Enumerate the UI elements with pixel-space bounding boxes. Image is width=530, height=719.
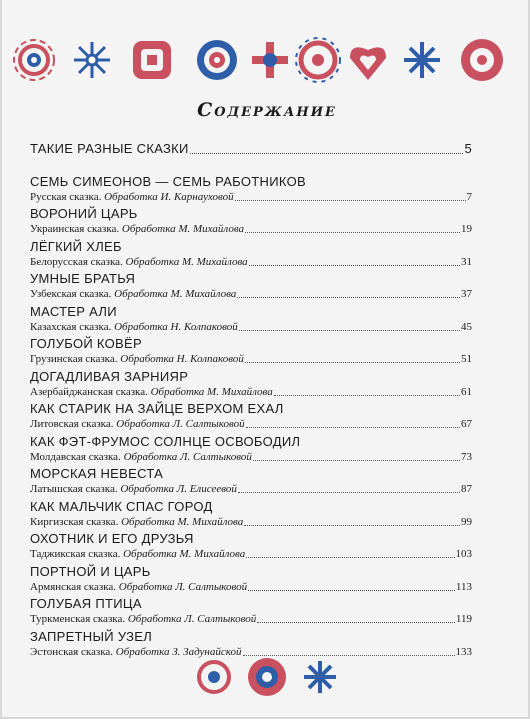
dot-leader [239, 320, 460, 331]
toc-entry-title: КАК МАЛЬЧИК СПАС ГОРОД [30, 498, 213, 514]
tale-adaptation: Обработка М. Михайлова [121, 515, 244, 528]
toc-entry-subtitle [30, 482, 472, 496]
toc-entry-title: ДОГАДЛИВАЯ ЗАРНИЯР [30, 368, 189, 384]
tale-origin: Белорусская сказка. [30, 255, 123, 268]
tale-origin: Армянская сказка. [30, 580, 117, 593]
tale-adaptation: Обработка З. Задунайской [115, 645, 242, 658]
toc-entry [30, 206, 472, 239]
tale-origin: Киргизская сказка. [30, 515, 119, 528]
toc-entry [30, 499, 472, 532]
tale-adaptation: Обработка Л. Салтыковой [123, 450, 252, 463]
toc-entry-heading [30, 466, 472, 482]
dot-leader [253, 450, 460, 461]
toc-entry-title: КАК ФЭТ-ФРУМОС СОЛНЦЕ ОСВОБОДИЛ [30, 433, 301, 449]
dot-leader [248, 580, 455, 591]
tale-adaptation: Обработка Л. Елисеевой [120, 483, 237, 495]
tale-origin: Узбекская сказка. [30, 288, 112, 300]
dot-leader [246, 547, 454, 558]
toc-entry-heading [30, 304, 472, 320]
toc-page-number: 61 [461, 385, 472, 398]
toc-entry-title: ОХОТНИК И ЕГО ДРУЗЬЯ [30, 531, 194, 546]
toc-page-number: 99 [461, 515, 472, 528]
toc-entry-subtitle [30, 190, 472, 204]
toc-entry-heading [30, 434, 472, 450]
toc-entry-heading [30, 629, 472, 645]
toc-entry-heading [30, 499, 472, 515]
toc-entry-heading [30, 531, 472, 547]
tale-origin: Азербайджанская сказка. [30, 385, 148, 398]
tale-origin: Эстонская сказка. [30, 645, 114, 658]
page-title: Содержание [197, 99, 337, 121]
toc-page-number: 7 [466, 190, 472, 203]
tale-adaptation: Обработка М. Михайлова [150, 385, 273, 398]
toc-entry-title: СЕМЬ СИМЕОНОВ — СЕМЬ РАБОТНИКОВ [30, 173, 306, 189]
tale-origin: Русская сказка. [30, 190, 102, 203]
toc-entry-subtitle [30, 417, 472, 431]
toc-entry-subtitle [30, 320, 472, 334]
toc-page-number: 133 [455, 645, 472, 658]
toc-entry-heading [30, 596, 472, 612]
folk-flower-ornament-top [12, 28, 520, 92]
toc-entry-heading [30, 369, 472, 385]
dot-leader [257, 612, 455, 623]
toc-entry-title: ТАКИЕ РАЗНЫЕ СКАЗКИ [30, 141, 189, 156]
toc-page-number: 19 [461, 223, 472, 235]
toc-entry-heading [30, 336, 472, 352]
tale-origin: Латышская сказка. [30, 483, 118, 495]
toc-entry-subtitle [30, 580, 472, 594]
tale-adaptation: Обработка Л. Салтыковой [116, 418, 245, 430]
toc-entry-subtitle [30, 222, 472, 236]
toc-entry-title: ГОЛУБОЙ КОВЁР [30, 336, 142, 351]
tale-origin: Казахская сказка. [30, 320, 112, 333]
toc-entry [30, 466, 472, 499]
toc-entry-title: ГОЛУБАЯ ПТИЦА [30, 596, 142, 611]
tale-adaptation: Обработка Л. Салтыковой [127, 613, 257, 625]
toc-entry-subtitle [30, 547, 472, 561]
toc-entry-subtitle [30, 255, 472, 269]
dot-leader [238, 482, 460, 493]
tale-adaptation: Обработка М. Михайлова [125, 255, 248, 268]
toc-entry [30, 141, 472, 174]
toc-entry [30, 336, 472, 369]
toc-page-number: 45 [461, 320, 472, 333]
toc-entry [30, 369, 472, 402]
toc-entry-title: УМНЫЕ БРАТЬЯ [30, 271, 136, 286]
dot-leader [190, 143, 464, 154]
toc-entry-subtitle [30, 352, 472, 366]
table-of-contents [30, 141, 472, 661]
dot-leader [245, 222, 460, 233]
toc-page-number: 87 [461, 483, 472, 495]
toc-entry-title: ЗАПРЕТНЫЙ УЗЕЛ [30, 628, 153, 644]
toc-entry-subtitle [30, 287, 472, 301]
tale-adaptation: Обработка Л. Салтыковой [118, 580, 248, 593]
tale-origin: Грузинская сказка. [30, 353, 118, 365]
toc-entry [30, 174, 472, 207]
toc-entry-subtitle [30, 612, 472, 626]
dot-leader [249, 255, 460, 266]
toc-entry [30, 401, 472, 434]
toc-entry-heading [30, 271, 472, 287]
dot-leader [245, 352, 460, 363]
toc-entry [30, 271, 472, 304]
dot-leader [274, 385, 460, 396]
toc-page-number: 113 [455, 580, 472, 593]
toc-page-number: 37 [461, 288, 472, 300]
toc-entry-subtitle [30, 385, 472, 399]
tale-adaptation: Обработка Н. Колпаковой [120, 353, 244, 365]
tale-adaptation: Обработка М. Михайлова [121, 223, 245, 235]
toc-entry [30, 531, 472, 564]
toc-entry [30, 239, 472, 272]
toc-entry-heading [30, 174, 472, 190]
toc-entry [30, 596, 472, 629]
tale-adaptation: Обработка М. Михайлова [114, 288, 237, 300]
toc-entry [30, 304, 472, 337]
toc-entry-heading [30, 401, 472, 417]
toc-page-number: 31 [461, 255, 472, 268]
toc-entry [30, 434, 472, 467]
toc-page-number: 67 [461, 418, 472, 430]
toc-entry-heading [30, 239, 472, 255]
toc-entry-title: МОРСКАЯ НЕВЕСТА [30, 466, 164, 481]
toc-page-number: 119 [455, 613, 472, 625]
toc-entry-title: ПОРТНОЙ И ЦАРЬ [30, 563, 151, 579]
tale-adaptation: Обработка Н. Колпаковой [114, 320, 238, 333]
tale-origin: Таджикская сказка. [30, 548, 121, 560]
tale-origin: Украинская сказка. [30, 223, 120, 235]
tale-origin: Литовская сказка. [30, 418, 114, 430]
tale-adaptation: Обработка И. Карнауховой [104, 190, 234, 203]
toc-page-number: 51 [461, 353, 472, 365]
toc-entry-title: ЛЁГКИЙ ХЛЕБ [30, 238, 122, 254]
dot-leader [246, 417, 460, 428]
tale-origin: Туркменская сказка. [30, 613, 126, 625]
toc-entry-title: ВОРОНИЙ ЦАРЬ [30, 206, 138, 221]
toc-entry-heading [30, 206, 472, 222]
tale-origin: Молдавская сказка. [30, 450, 121, 463]
dot-leader [235, 190, 466, 201]
toc-page-number: 73 [461, 450, 472, 463]
toc-entry-subtitle [30, 515, 472, 529]
toc-entry-title: КАК СТАРИК НА ЗАЙЦЕ ВЕРХОМ ЕХАЛ [30, 401, 284, 416]
dot-leader [244, 515, 460, 526]
dot-leader [237, 287, 460, 298]
tale-adaptation: Обработка М. Михайлова [123, 548, 246, 560]
toc-entry-subtitle [30, 450, 472, 464]
toc-entry-title: МАСТЕР АЛИ [30, 303, 117, 319]
toc-entry-heading [30, 564, 472, 580]
folk-flower-ornament-bottom [192, 654, 342, 700]
toc-page-number: 103 [455, 548, 472, 560]
toc-page-number: 5 [464, 141, 472, 156]
toc-entry [30, 564, 472, 597]
toc-entry-heading [30, 141, 472, 157]
